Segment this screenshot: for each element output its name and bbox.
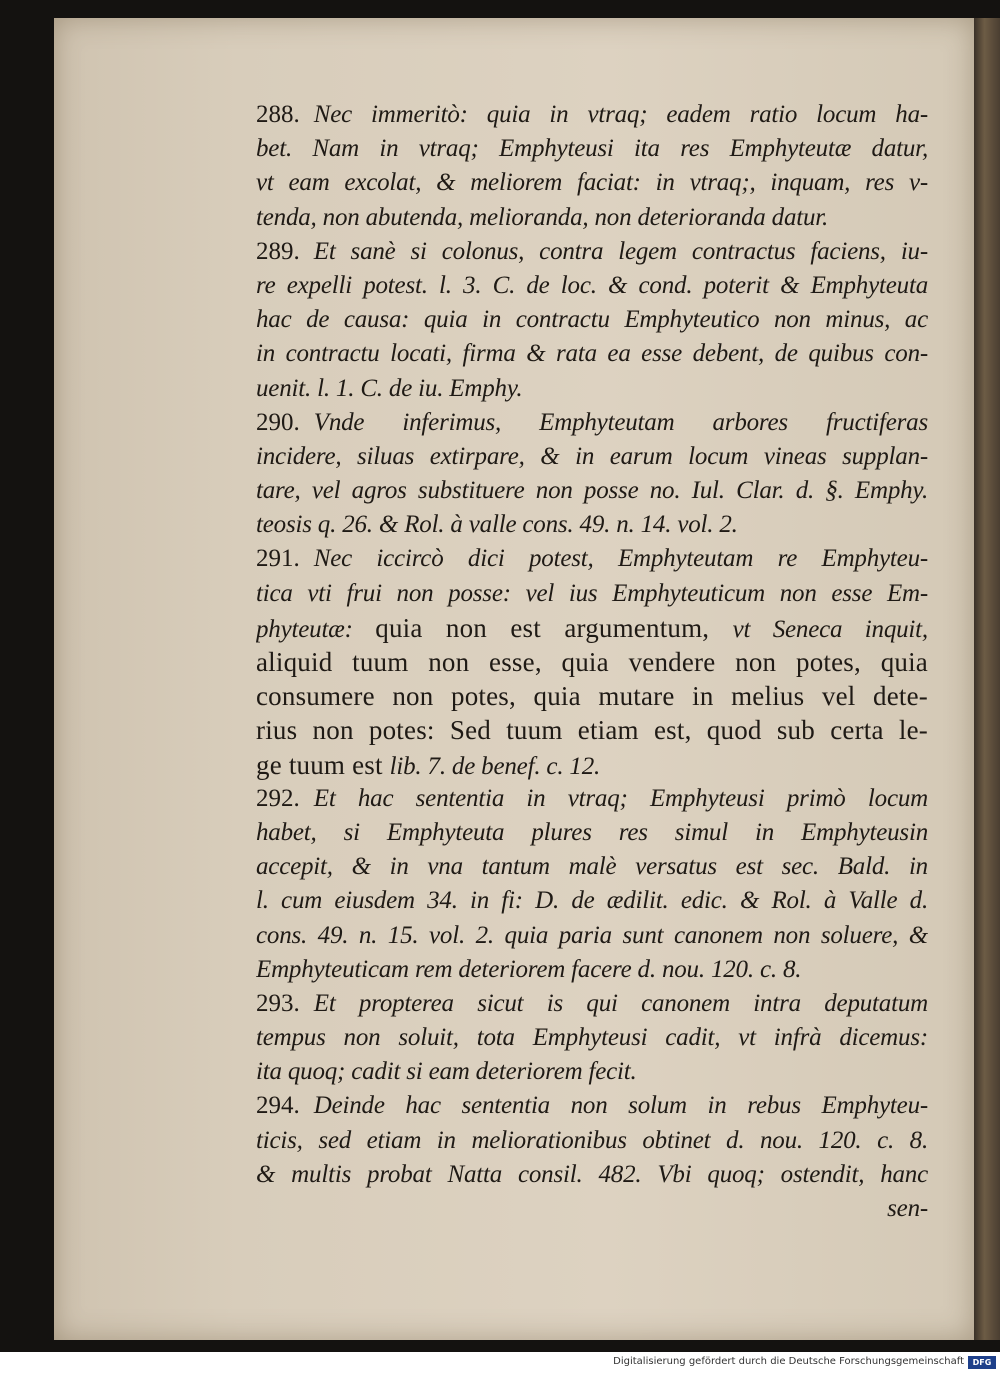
text-line — [256, 713, 928, 747]
text-line — [256, 406, 928, 440]
text-segment: Nec iccircò dici potest, Emphyteutam re Emphyteu- — [313, 545, 928, 573]
text-segment: tempus non soluit, tota Emphyteusi cadit, vt infrà dicemus: — [256, 1024, 928, 1052]
text-line — [256, 1124, 928, 1158]
text-segment: incidere, siluas extirpare, & in earum locum vineas supplan- — [256, 442, 928, 470]
text-segment: rius non potes: Sed tuum etiam est, quod sub certa le- — [256, 715, 928, 746]
text-segment: aliquid tuum non esse, quia vendere non potes, quia — [256, 647, 928, 677]
text-segment: habet, si Emphyteuta plures res simul in Emphyteusin — [256, 818, 928, 846]
text-line — [256, 1158, 928, 1192]
text-segment: bet. Nam in vtraq; Emphyteusi ita res Emphyteutæ datur, — [256, 135, 928, 163]
page-edge — [974, 18, 1000, 1340]
text-line — [256, 166, 928, 200]
text-segment: Deinde hac sententia non solum in rebus Emphyteu- — [313, 1092, 928, 1120]
text-line — [256, 132, 928, 166]
text-line — [256, 987, 928, 1021]
text-segment: accepit, & in vna tantum malè versatus est sec. Bald. in — [256, 853, 928, 881]
paragraph-number: 294. — [256, 1092, 300, 1120]
text-line — [256, 782, 928, 816]
text-segment: hac de causa: quia in contractu Emphyteutico non minus, ac — [256, 306, 928, 334]
text-segment: Nec immeritò: quia in vtraq; eadem ratio locum ha- — [313, 101, 928, 128]
paragraph-number: 290. — [256, 408, 300, 436]
page-text — [256, 98, 928, 1226]
digitization-footer — [0, 1352, 1000, 1374]
text-segment: l. cum eiusdem 34. in fi: D. de ædilit. edic. & Rol. à Valle d. — [256, 887, 928, 915]
text-segment: ita quoq; cadit si eam deteriorem fecit. — [256, 1058, 637, 1086]
paragraph-number: 288. — [256, 101, 300, 128]
text-segment: teosis q. 26. & Rol. à valle cons. 49. n. 14. vol. 2. — [256, 511, 738, 539]
text-segment: Et hac sententia in vtraq; Emphyteusi primò locum — [313, 784, 928, 812]
text-line — [256, 269, 928, 303]
text-segment: tenda, non abutenda, melioranda, non deterioranda datur. — [256, 203, 829, 231]
text-line — [256, 235, 928, 269]
paragraph-number: 291. — [256, 545, 300, 573]
text-line — [256, 953, 928, 987]
catchword: sen- — [887, 1195, 928, 1222]
text-line — [256, 645, 928, 679]
text-line — [256, 508, 928, 542]
text-segment: Vnde inferimus, Emphyteutam arbores fructiferas — [313, 408, 928, 436]
text-segment: tare, vel agros substituere non posse no. Iul. Clar. d. §. Emphy. — [256, 477, 928, 505]
text-segment: & multis probat Natta consil. 482. Vbi quoq; ostendit, hanc — [256, 1160, 928, 1188]
text-line — [256, 1089, 928, 1123]
text-line — [256, 542, 928, 576]
paragraph-number: 293. — [256, 989, 300, 1017]
text-segment: vt Seneca inquit, — [732, 615, 928, 643]
text-segment: uenit. l. 1. C. de iu. Emphy. — [256, 374, 523, 402]
text-segment: quia non est argumentum, — [375, 612, 733, 643]
dfg-logo-icon: DFG — [968, 1356, 996, 1369]
text-line — [256, 1055, 928, 1089]
text-line — [256, 474, 928, 508]
text-segment: ticis, sed etiam in meliorationibus obtinet d. nou. 120. c. 8. — [256, 1126, 928, 1154]
text-line — [256, 748, 928, 782]
text-line — [256, 884, 928, 918]
text-line — [256, 303, 928, 337]
text-segment: lib. 7. de benef. c. 12. — [389, 752, 601, 780]
text-segment: Emphyteuticam rem deteriorem facere d. nou. 120. c. 8. — [256, 955, 802, 983]
text-segment: vt eam excolat, & meliorem faciat: in vtraq;, inquam, res v- — [256, 169, 928, 197]
funding-notice: Digitalisierung gefördert durch die Deutsche Forschungsgemeinschaft — [613, 1356, 964, 1367]
text-line — [256, 816, 928, 850]
paragraph-number: 292. — [256, 784, 300, 812]
text-segment: re expelli potest. l. 3. C. de loc. & cond. poterit & Emphyteuta — [256, 271, 928, 299]
text-line — [256, 679, 928, 713]
text-line — [256, 577, 928, 611]
text-segment: Et propterea sicut is qui canonem intra deputatum — [313, 989, 928, 1017]
text-segment: ge tuum est — [256, 749, 390, 780]
text-segment: tica vti frui non posse: vel ius Emphyteuticum non esse Em- — [256, 579, 928, 607]
text-line — [256, 919, 928, 953]
text-segment: cons. 49. n. 15. vol. 2. quia paria sunt canonem non soluere, & — [256, 921, 928, 949]
text-line — [256, 98, 928, 132]
text-segment: phyteutæ: — [256, 615, 376, 643]
paragraph-number: 289. — [256, 237, 300, 265]
text-line — [256, 201, 928, 235]
text-segment: in contractu locati, firma & rata ea esse debent, de quibus con- — [256, 340, 928, 368]
text-line — [256, 372, 928, 406]
text-line — [256, 611, 928, 645]
text-line — [256, 337, 928, 371]
text-segment: Et sanè si colonus, contra legem contractus faciens, iu- — [313, 237, 928, 265]
text-segment: consumere non potes, quia mutare in melius vel dete- — [256, 681, 928, 712]
text-line — [256, 440, 928, 474]
text-line — [256, 850, 928, 884]
text-line — [256, 1021, 928, 1055]
